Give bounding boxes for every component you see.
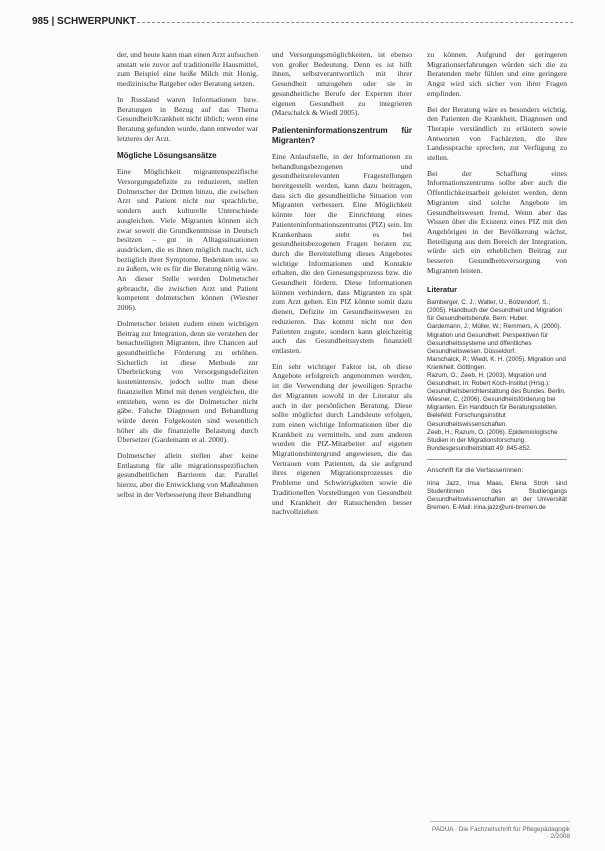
paragraph: Dolmetscher allein stellen aber keine Entlastung für alle migrationsspezifischen gesundheitlichen Barrieren dar. Parallel hierzu, aber die Entwicklung von Maßnahmen selbst in der Verbesserung ihrer Behandlung [117,451,258,499]
literature-entry: Gardemann, J.; Müller, W.; Remmers, A. (2000). Migration und Gesundheit: Perspektiven für Gesundheitssysteme und öffentliches Gesundheitswesen. Düsseldorf. [427,323,562,355]
paragraph: Bei der Beratung wäre es besonders wichtig, den Patienten die Krankheit, Diagnosen und Therapie verständlich zu erläutern sowie Antworten von Fachärzten, die ihre Landessprache sprechen, zur Verfügung zu stellen. [427,104,567,163]
section-heading: Mögliche Lösungsansätze [117,151,217,161]
literature-entry: Wiesner, C. (2006). Gesundheitsförderung bei Migranten. Ein Handbuch für Beratungsstellen. Bielefeld: Forschungsinstitut Gesundheitswissenschaften. [427,396,558,428]
literature-heading: Literatur [427,285,457,295]
authors-heading: Anschrift für die Verfasserinnen: [427,466,524,474]
section-title: SCHWERPUNKT [57,16,136,27]
running-footer: PADUA · Die Fachzeitschrift für Pflegepädagogik · 2/2008 [431,826,570,840]
text-column-1 [117,50,258,506]
literature-entry: Bamberger, C. J.; Walter, U.; Bolzendorf, S.; (2005). Handbuch der Gesundheit und Migration für Gesundheitsberufe. Bern: Huber. [427,299,563,323]
paragraph: Ein sehr wichtiger Faktor ist, ob diese Angebote erfolgreich angenommen werden, ist die Verwendung der jeweiligen Sprache der Migranten sowohl in der Literatur als auch in der persönlichen Beratung. Diese sollte möglichst durch Landsleute erfolgen, zum einen wichtige Informationen über die Krankheit zu vermitteln, und zum anderen wurden die PIZ-Mitarbeiter auf eigenen Migrationshintergrund angewiesen, die das Vertrauen vom Patienten, da sie aufgrund ihres eigenen Migrationsprozesses die Probleme und Schwierigkeiten sowie die Traditionellen Vorstellungen von Gesundheit und Krankheit der Ratsuchenden besser nachvollziehen [272,361,412,517]
paragraph: In Russland waren Informationen bzw. Beratungen in Bezug auf das Thema Gesundheit/Krankheit nicht üblich; wenn eine Beratung gefunden wurde, dann entweder war letzteres der Arzt. [117,94,258,143]
paragraph: und Versorgungsmöglichkeiten, ist ebenso von großer Bedeutung. Denn es ist hilft ihnen, selbstverantwortlich mit ihrer Gesundheit umzugehen oder sie in gesundheitliche Berufe der Experten ihrer eigenen Gesundheit zu integrieren (Marschalck & Wiedl 2005). [272,50,412,118]
text-column-3 [427,50,567,512]
text-column-2 [272,50,412,523]
running-header [32,16,573,30]
author-separator [427,459,567,460]
header-rule [137,22,573,23]
paragraph: Eine Anlaufstelle, in der Informationen zu behandlungsbezogenen und gesundheitsrelevanten Fragestellungen bereitgestellt werden, kann dazu beitragen, dass sich die gesundheitliche Situation von Migranten verbessert. Eine Möglichkeit könnte hier die Einrichtung eines Patienteninformationszentrums (PIZ) sein. Im Krankenhaus steht es bei gesundheitsbezogenen Fragen beraten zu; durch die Bereitstellung dieses Angebotes wichtige Informationen und Kontakte erhalten, die den Genesungsprozess bzw. die Gesundheit fördern. Diese Informationen können verhindern, dass Migranten zu spät zum Arzt gehen. Ein PIZ könnte somit dazu dienen, Defizite im Gesundheitswesen zu reduzieren. Das kommt nicht nur den Patienten zugute, sondern kann gleichzeitig auch das Gesundheitssystem finanziell entlasten. [272,151,412,355]
paragraph: Dolmetscher leisten zudem einen wichtigen Beitrag zur Integration, denn sie verstehen der benachteiligten Migranten, ihre Chancen auf gesundheitliche Förderung zu erhöhen. Sicherlich ist diese Methode zur Überbrückung von Versorgungsdefiziten kostenintensiv, jedoch sollte man diese finanziellen Mittel mit denen vergleichen, die entstehen, wenn es die Dolmetscher nicht gäbe. Falsche Diagnosen und Behandlung würde deren Folgekosten sind wesentlich höher als die finanzielle Belastung durch Übersetzer (Gardemann et al. 2000). [117,318,258,445]
paragraph: Bei der Schaffung eines Informationszentrums sollte aber auch die Öffentlichkeitsarbeit geleistet werden, denn Migranten sind solche Angebote im Gesundheitswesen fremd. Wenn aber das Wissen über die Existenz eines PIZ mit den Angehörigen in der Bevölkerung wächst, Beteiligung aus dem Bereich der Integration, würde sich ein erheblichen Beitrag zur besseren Gesundheitsversorgung von Migranten leisten. [427,168,567,275]
literature-entry: Razum, O.; Zeeb, H. (2003). Migration und Gesundheit. In: Robert Koch-Institut (Hrsg.): Gesundheitsberichterstattung des Bundes. Berlin. [427,372,566,396]
page-number: 985 [32,16,49,27]
literature-list [427,299,567,453]
authors-info: Irina Jazz, Insa Maas, Elena Stroh sind Studentinnen des Studiengangs Gesundheitswissenschaften an der Universität Bremen. E-Mail: irina.jazz@uni-bremen.de [427,479,567,512]
paragraph: der, und heute kann man einen Arzt aufsuchen anstatt wie zuvor auf traditionelle Hausmittel, zum Beispiel eine heiße Milch mit Honig, medizinische Ratgeber oder Beratung setzen. [117,50,258,89]
header-divider: | [51,16,58,27]
literature-entry: Marschalck, P.; Wiedl, K. H. (2005). Migration und Krankheit. Göttingen. [427,355,566,371]
footer-rule [430,821,570,822]
paragraph: zu können. Aufgrund der geringeren Migrationserfahrungen würden sich die zu Beratenden mehr fühlen und eine geringere Angst wird sich sicher von ihrer Fragen empfinden. [427,50,567,98]
section-heading: Patienteninformationszentrum für Migranten? [272,125,412,145]
paragraph: Eine Möglichkeit migrantenspezifische Versorgungsdefizite zu reduzieren, stellen Dolmetscher der Dritten hinzu, die zwischen Arzt und Patient nicht nur sprachliche, sondern auch kulturelle Unterschiede ausgleichen. Viele Migranten können sich zwar soweit die Grundkenntnisse in Deutsch besitzen – gut in Alltagssituationen ausdrücken, die es ihnen möglich macht, sich bezüglich ihrer Symptome, Bedenken usw. so zu äußern, wie es für die Beratung nötig wäre. An dieser Stelle werden Dolmetscher gebraucht, die zwischen Arzt und Patient kompetent dolmetschen können (Wiesner 2006). [117,167,258,313]
literature-entry: Zeeb, H.; Razum, O. (2006). Epidemiologische Studien in der Migrationsforschung. Bundesgesundheitsblatt 49: 845-852. [427,428,558,452]
